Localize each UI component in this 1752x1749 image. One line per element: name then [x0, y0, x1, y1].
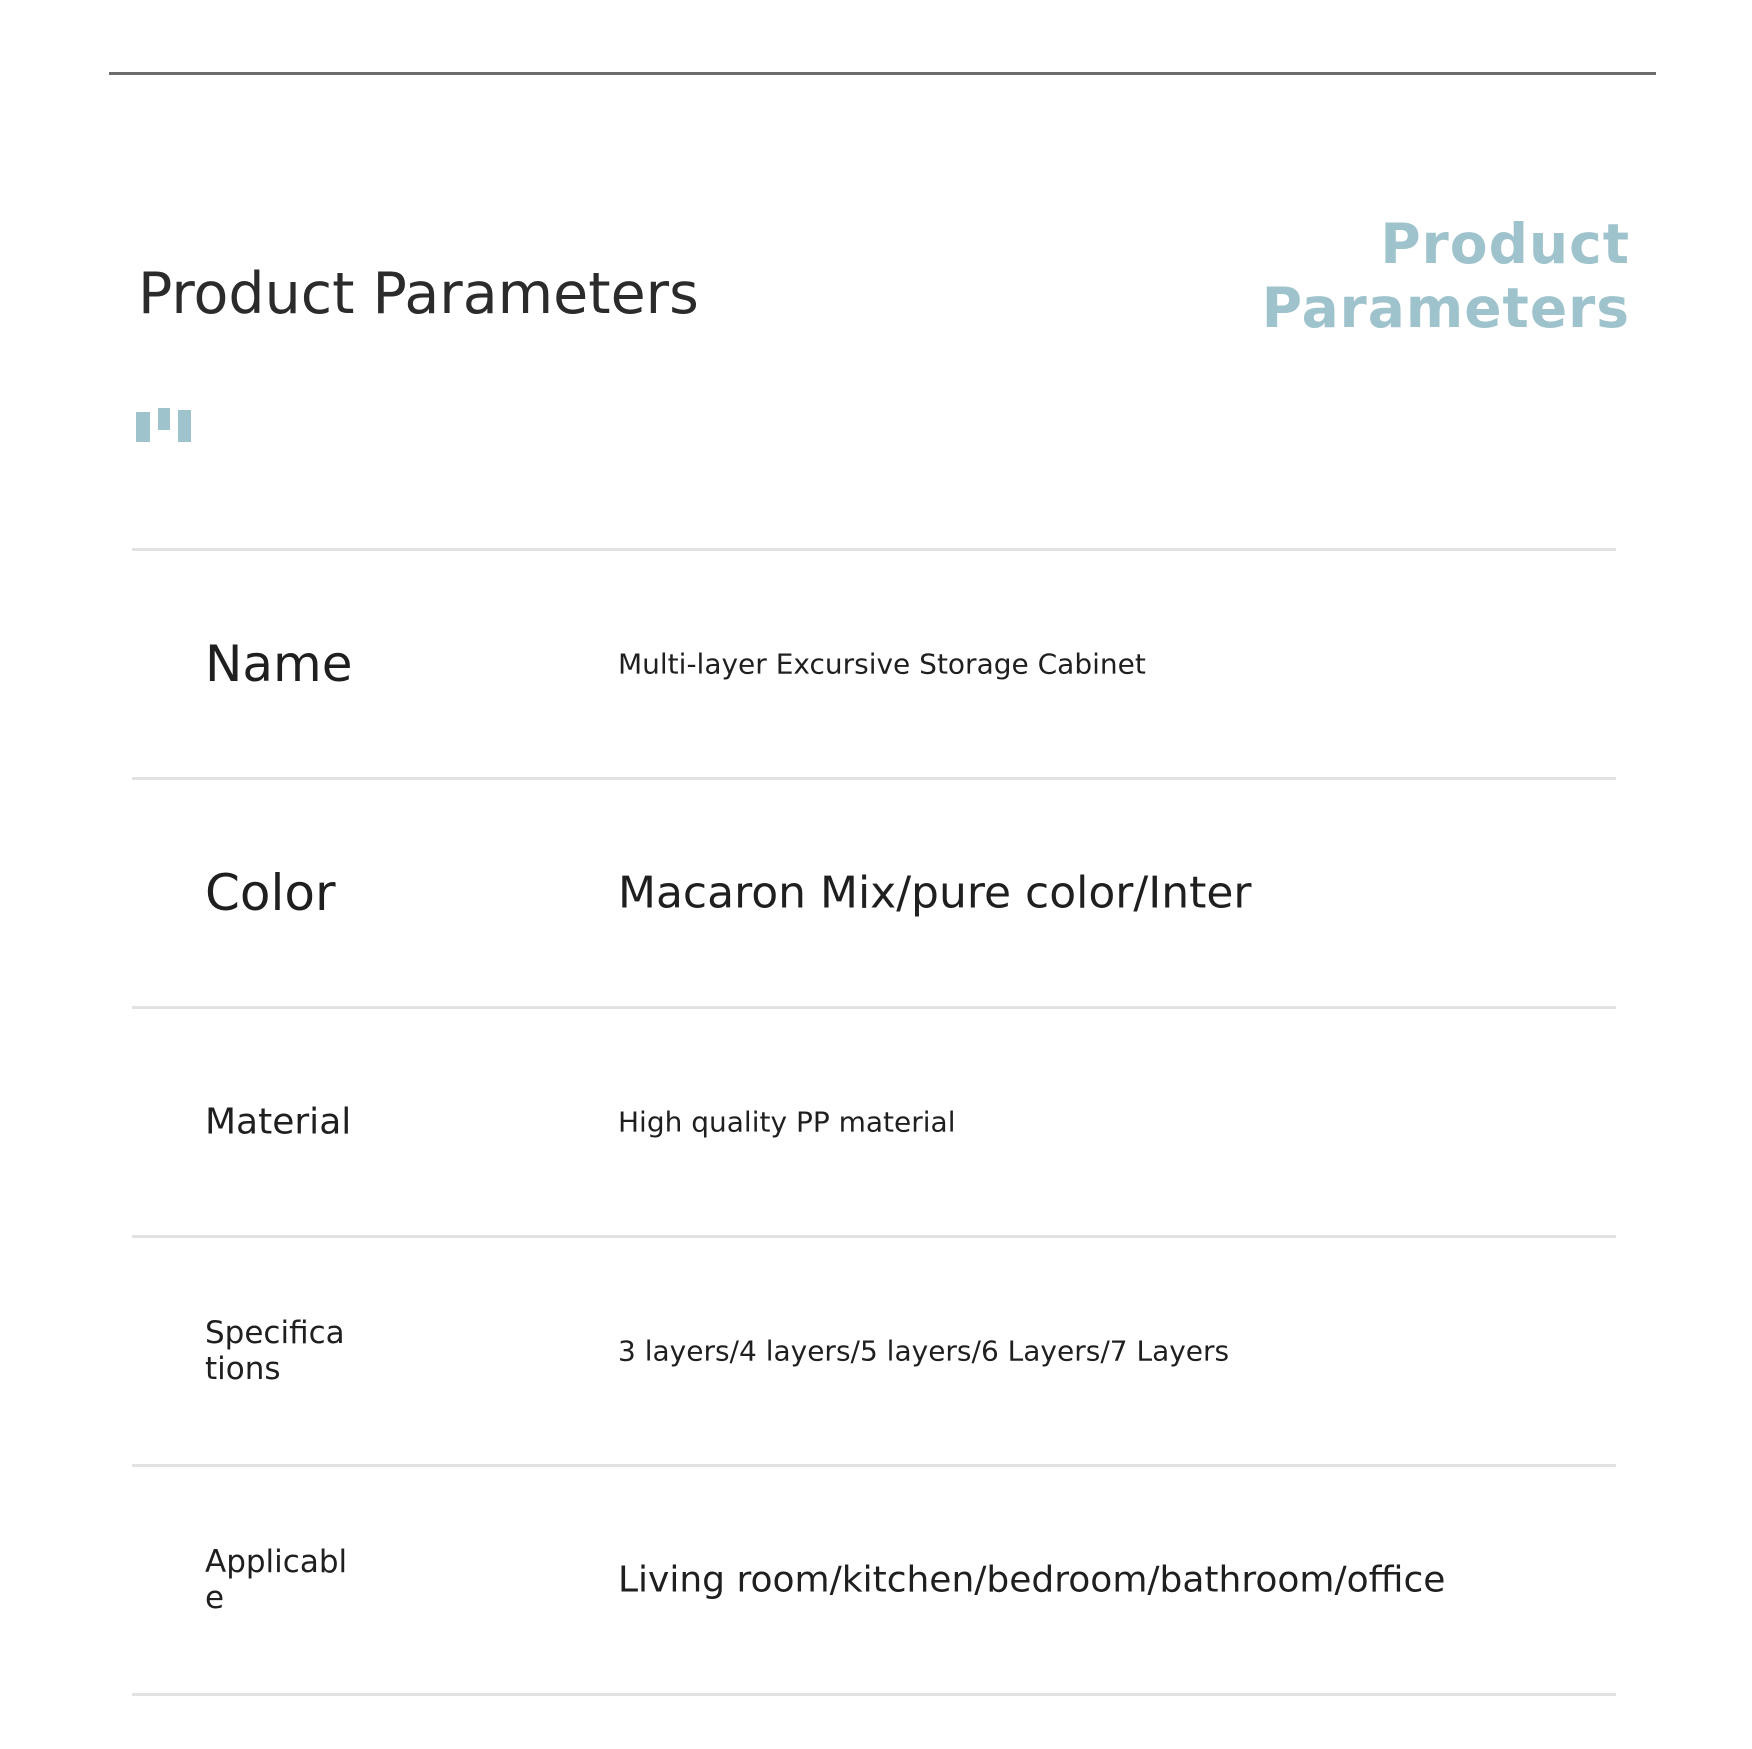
- parameter-value: 3 layers/4 layers/5 layers/6 Layers/7 Layers: [618, 1334, 1230, 1368]
- parameters-table: [132, 548, 1616, 1696]
- title-badge-line2: Parameters: [1261, 276, 1630, 340]
- parameter-row-material: [132, 1009, 1616, 1238]
- parameter-label: Name: [205, 635, 353, 693]
- parameter-row-specifications: [132, 1238, 1616, 1467]
- page-title: Product Parameters: [138, 261, 699, 328]
- top-divider: [109, 72, 1656, 75]
- parameter-value: Living room/kitchen/bedroom/bathroom/office: [618, 1559, 1446, 1601]
- title-badge-line1: Product: [1380, 212, 1630, 276]
- bar-chart-icon-bar: [178, 410, 191, 442]
- bar-chart-icon: [136, 408, 192, 442]
- parameter-value: Multi-layer Excursive Storage Cabinet: [618, 647, 1146, 681]
- parameter-value: Macaron Mix/pure color/Inter: [618, 867, 1252, 919]
- parameter-label: Color: [205, 864, 336, 922]
- parameter-label: Specifications: [205, 1315, 345, 1387]
- bar-chart-icon-bar: [136, 412, 150, 442]
- parameter-value: High quality PP material: [618, 1105, 956, 1139]
- parameter-label: Applicable: [205, 1544, 348, 1616]
- parameter-row-name: [132, 551, 1616, 780]
- parameter-row-color: [132, 780, 1616, 1009]
- parameter-row-applicable: [132, 1467, 1616, 1696]
- parameter-label: Material: [205, 1101, 352, 1143]
- title-badge: [1262, 212, 1630, 340]
- bar-chart-icon-bar: [158, 408, 170, 430]
